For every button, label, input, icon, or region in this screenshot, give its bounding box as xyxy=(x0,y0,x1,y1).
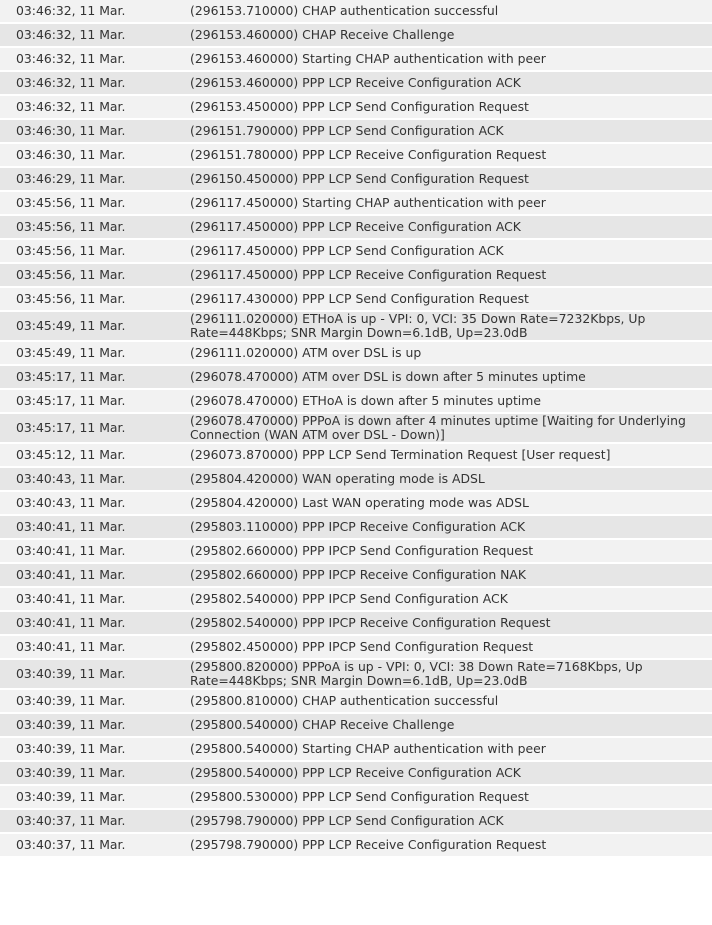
log-entry-time: 03:40:43, 11 Mar. xyxy=(0,492,190,516)
log-entry-message: (296153.460000) Starting CHAP authentication with peer xyxy=(190,48,712,72)
log-entry-row xyxy=(0,168,712,192)
log-entry-time: 03:40:39, 11 Mar. xyxy=(0,786,190,810)
log-entry-row xyxy=(0,516,712,540)
log-entry-message: (295800.820000) PPPoA is up - VPI: 0, VCI: 38 Down Rate=7168Kbps, Up Rate=448Kbps; SNR Margin Down=6.1dB, Up=23.0dB xyxy=(190,660,712,690)
log-entry-row xyxy=(0,468,712,492)
log-entry-time: 03:40:41, 11 Mar. xyxy=(0,564,190,588)
log-entry-message: (295803.110000) PPP IPCP Receive Configuration ACK xyxy=(190,516,712,540)
log-entry-time: 03:40:41, 11 Mar. xyxy=(0,612,190,636)
log-entry-time: 03:45:56, 11 Mar. xyxy=(0,288,190,312)
log-entry-time: 03:45:17, 11 Mar. xyxy=(0,390,190,414)
log-entry-row xyxy=(0,390,712,414)
log-entry-time: 03:40:41, 11 Mar. xyxy=(0,540,190,564)
log-entry-time: 03:46:32, 11 Mar. xyxy=(0,48,190,72)
log-entry-time: 03:45:56, 11 Mar. xyxy=(0,264,190,288)
log-entry-message: (295802.660000) PPP IPCP Receive Configuration NAK xyxy=(190,564,712,588)
log-entry-message: (296153.460000) PPP LCP Receive Configuration ACK xyxy=(190,72,712,96)
log-entry-row xyxy=(0,834,712,858)
log-entry-time: 03:46:32, 11 Mar. xyxy=(0,72,190,96)
log-entry-time: 03:40:39, 11 Mar. xyxy=(0,690,190,714)
log-entry-message: (295800.540000) CHAP Receive Challenge xyxy=(190,714,712,738)
log-entry-time: 03:40:41, 11 Mar. xyxy=(0,636,190,660)
log-entry-row xyxy=(0,612,712,636)
log-entry-message: (296078.470000) PPPoA is down after 4 minutes uptime [Waiting for Underlying Connection (WAN ATM over DSL - Down)] xyxy=(190,414,712,444)
log-entry-row xyxy=(0,144,712,168)
log-entry-row xyxy=(0,216,712,240)
log-entry-row xyxy=(0,96,712,120)
log-entry-message: (296153.710000) CHAP authentication successful xyxy=(190,0,712,24)
log-entry-message: (295804.420000) Last WAN operating mode was ADSL xyxy=(190,492,712,516)
log-entry-row xyxy=(0,0,712,24)
log-entry-row xyxy=(0,492,712,516)
log-entry-row xyxy=(0,714,712,738)
log-entry-time: 03:40:39, 11 Mar. xyxy=(0,738,190,762)
log-entry-message: (296117.430000) PPP LCP Send Configuration Request xyxy=(190,288,712,312)
log-entry-row xyxy=(0,192,712,216)
log-entry-time: 03:45:56, 11 Mar. xyxy=(0,192,190,216)
log-entry-message: (296151.780000) PPP LCP Receive Configuration Request xyxy=(190,144,712,168)
log-entry-time: 03:45:17, 11 Mar. xyxy=(0,414,190,444)
log-entry-row xyxy=(0,312,712,342)
log-entry-message: (295802.540000) PPP IPCP Receive Configuration Request xyxy=(190,612,712,636)
log-entry-row xyxy=(0,342,712,366)
log-entry-message: (296117.450000) PPP LCP Receive Configuration Request xyxy=(190,264,712,288)
log-entry-message: (296111.020000) ATM over DSL is up xyxy=(190,342,712,366)
log-entry-time: 03:46:32, 11 Mar. xyxy=(0,0,190,24)
log-entry-row xyxy=(0,738,712,762)
log-entry-message: (295798.790000) PPP LCP Send Configuration ACK xyxy=(190,810,712,834)
log-entry-message: (295800.530000) PPP LCP Send Configuration Request xyxy=(190,786,712,810)
log-entry-time: 03:45:56, 11 Mar. xyxy=(0,240,190,264)
log-entry-row xyxy=(0,810,712,834)
log-entry-row xyxy=(0,240,712,264)
log-entry-row xyxy=(0,288,712,312)
log-entry-time: 03:45:12, 11 Mar. xyxy=(0,444,190,468)
log-entry-message: (296117.450000) PPP LCP Send Configuration ACK xyxy=(190,240,712,264)
log-entry-time: 03:40:41, 11 Mar. xyxy=(0,516,190,540)
log-entry-time: 03:40:37, 11 Mar. xyxy=(0,834,190,858)
log-entry-time: 03:46:30, 11 Mar. xyxy=(0,120,190,144)
log-entry-time: 03:40:39, 11 Mar. xyxy=(0,714,190,738)
log-entry-time: 03:46:32, 11 Mar. xyxy=(0,96,190,120)
log-entry-time: 03:45:49, 11 Mar. xyxy=(0,342,190,366)
log-entry-row xyxy=(0,564,712,588)
log-entry-time: 03:40:43, 11 Mar. xyxy=(0,468,190,492)
log-entry-time: 03:46:32, 11 Mar. xyxy=(0,24,190,48)
log-entry-row xyxy=(0,414,712,444)
log-entry-time: 03:45:17, 11 Mar. xyxy=(0,366,190,390)
log-entry-time: 03:40:37, 11 Mar. xyxy=(0,810,190,834)
log-entry-row xyxy=(0,120,712,144)
log-entry-message: (295800.540000) Starting CHAP authentication with peer xyxy=(190,738,712,762)
log-entry-time: 03:40:39, 11 Mar. xyxy=(0,660,190,690)
log-entry-row xyxy=(0,24,712,48)
log-entry-time: 03:45:49, 11 Mar. xyxy=(0,312,190,342)
log-entry-row xyxy=(0,660,712,690)
log-entry-message: (296117.450000) Starting CHAP authentication with peer xyxy=(190,192,712,216)
log-entry-message: (295804.420000) WAN operating mode is ADSL xyxy=(190,468,712,492)
log-entry-time: 03:40:41, 11 Mar. xyxy=(0,588,190,612)
log-entry-message: (295800.540000) PPP LCP Receive Configuration ACK xyxy=(190,762,712,786)
log-entry-message: (296153.460000) CHAP Receive Challenge xyxy=(190,24,712,48)
log-entry-message: (296153.450000) PPP LCP Send Configuration Request xyxy=(190,96,712,120)
log-entry-message: (296078.470000) ATM over DSL is down after 5 minutes uptime xyxy=(190,366,712,390)
log-entry-row xyxy=(0,264,712,288)
log-entry-time: 03:40:39, 11 Mar. xyxy=(0,762,190,786)
log-entry-row xyxy=(0,588,712,612)
log-entry-message: (295802.540000) PPP IPCP Send Configuration ACK xyxy=(190,588,712,612)
log-entry-message: (296117.450000) PPP LCP Receive Configuration ACK xyxy=(190,216,712,240)
log-entry-time: 03:46:29, 11 Mar. xyxy=(0,168,190,192)
log-entry-message: (295802.450000) PPP IPCP Send Configuration Request xyxy=(190,636,712,660)
log-entry-row xyxy=(0,762,712,786)
log-entry-time: 03:45:56, 11 Mar. xyxy=(0,216,190,240)
log-entry-row xyxy=(0,540,712,564)
log-entry-message: (296150.450000) PPP LCP Send Configuration Request xyxy=(190,168,712,192)
log-entry-message: (296078.470000) ETHoA is down after 5 minutes uptime xyxy=(190,390,712,414)
log-entry-row xyxy=(0,366,712,390)
log-entry-row xyxy=(0,444,712,468)
log-entry-message: (296073.870000) PPP LCP Send Termination Request [User request] xyxy=(190,444,712,468)
log-entry-message: (296111.020000) ETHoA is up - VPI: 0, VCI: 35 Down Rate=7232Kbps, Up Rate=448Kbps; SNR Margin Down=6.1dB, Up=23.0dB xyxy=(190,312,712,342)
log-entry-message: (295798.790000) PPP LCP Receive Configuration Request xyxy=(190,834,712,858)
log-entry-message: (295802.660000) PPP IPCP Send Configuration Request xyxy=(190,540,712,564)
log-entry-row xyxy=(0,786,712,810)
log-entry-row xyxy=(0,48,712,72)
log-entry-row xyxy=(0,72,712,96)
log-entry-message: (296151.790000) PPP LCP Send Configuration ACK xyxy=(190,120,712,144)
log-entry-time: 03:46:30, 11 Mar. xyxy=(0,144,190,168)
log-entry-message: (295800.810000) CHAP authentication successful xyxy=(190,690,712,714)
log-entry-row xyxy=(0,690,712,714)
log-entry-row xyxy=(0,636,712,660)
